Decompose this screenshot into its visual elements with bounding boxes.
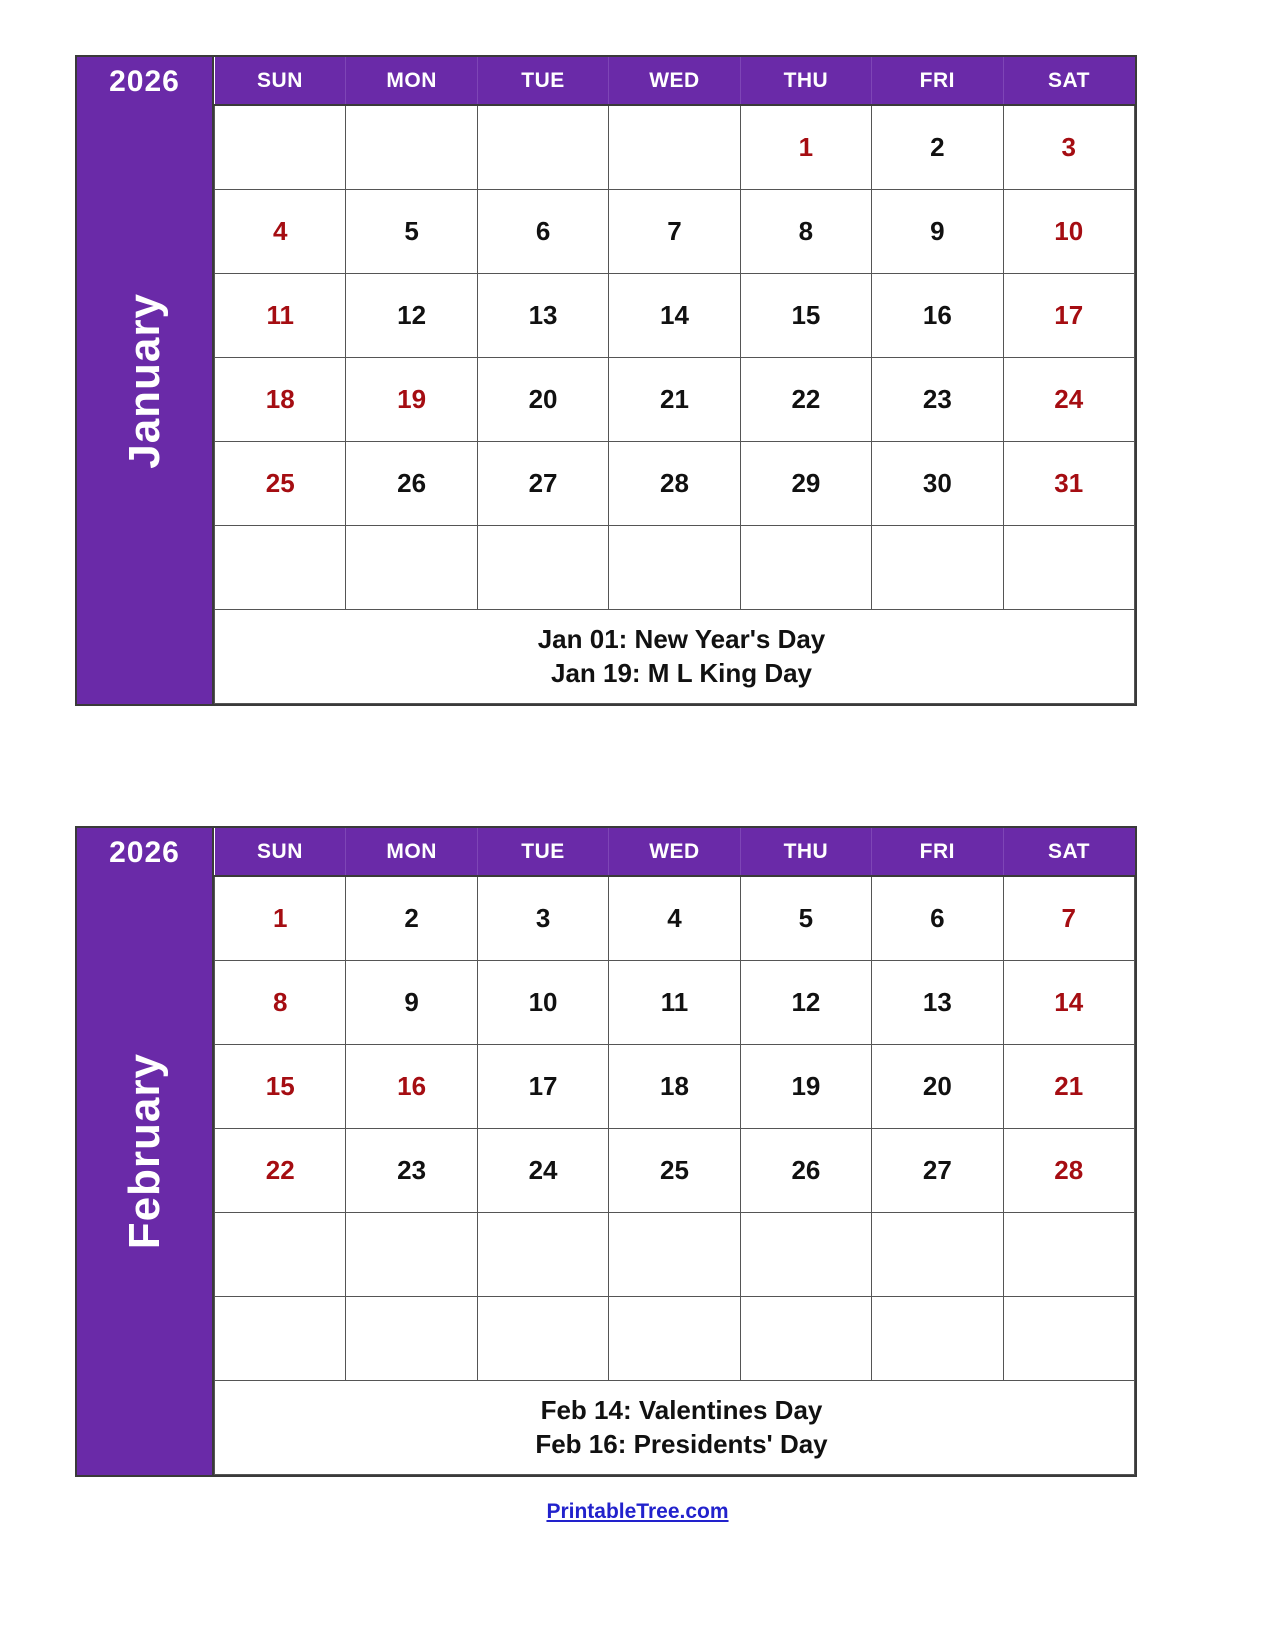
- month-block-january: [75, 55, 1137, 706]
- weekday-header-fri: FRI: [872, 57, 1003, 105]
- day-cell: 27: [872, 1129, 1003, 1213]
- day-cell: 19: [346, 358, 477, 442]
- weekday-header-thu: THU: [740, 57, 871, 105]
- holiday-note: Feb 16: Presidents' Day: [535, 1428, 828, 1459]
- weekday-header-thu: THU: [740, 828, 871, 876]
- weekday-header-mon: MON: [346, 828, 477, 876]
- weekday-header-sat: SAT: [1003, 57, 1134, 105]
- day-cell: 24: [477, 1129, 608, 1213]
- day-cell: 20: [477, 358, 608, 442]
- day-cell: [609, 526, 740, 610]
- day-cell: 15: [215, 1045, 346, 1129]
- week-row: [215, 190, 1135, 274]
- week-row: [215, 358, 1135, 442]
- day-cell: 9: [872, 190, 1003, 274]
- day-cell: 28: [1003, 1129, 1134, 1213]
- day-cell: 2: [872, 105, 1003, 190]
- day-cell: 28: [609, 442, 740, 526]
- week-row: [215, 105, 1135, 190]
- notes-row: [215, 610, 1135, 704]
- day-cell: [215, 1213, 346, 1297]
- day-cell: [215, 105, 346, 190]
- printabletree-link[interactable]: PrintableTree.com: [546, 1500, 729, 1523]
- day-cell: 2: [346, 876, 477, 961]
- day-cell: 21: [609, 358, 740, 442]
- weekday-header-row: [215, 57, 1135, 105]
- day-cell: [1003, 1213, 1134, 1297]
- day-cell: 14: [1003, 961, 1134, 1045]
- day-cell: [215, 1297, 346, 1381]
- day-cell: 19: [740, 1045, 871, 1129]
- day-cell: 11: [215, 274, 346, 358]
- day-cell: [740, 1213, 871, 1297]
- day-cell: [346, 105, 477, 190]
- day-cell: 25: [215, 442, 346, 526]
- year-label-january: 2026: [109, 65, 180, 98]
- day-cell: 8: [740, 190, 871, 274]
- month-spine-february: [77, 828, 212, 1475]
- weekday-header-wed: WED: [609, 828, 740, 876]
- day-cell: 3: [1003, 105, 1134, 190]
- day-cell: [740, 1297, 871, 1381]
- holiday-note: Jan 19: M L King Day: [550, 657, 813, 688]
- day-cell: 12: [740, 961, 871, 1045]
- week-row: [215, 526, 1135, 610]
- month-name-label-january: January: [119, 292, 169, 469]
- day-cell: [609, 1297, 740, 1381]
- calendar-grid-january: [212, 57, 1135, 704]
- weekday-header-tue: TUE: [477, 57, 608, 105]
- calendar-grid-february: [212, 828, 1135, 1475]
- week-row: [215, 1213, 1135, 1297]
- notes-row: [215, 1381, 1135, 1475]
- holiday-notes-february: [215, 1381, 1135, 1475]
- day-cell: [609, 1213, 740, 1297]
- day-cell: 18: [215, 358, 346, 442]
- day-cell: 12: [346, 274, 477, 358]
- day-cell: 7: [1003, 876, 1134, 961]
- day-cell: 14: [609, 274, 740, 358]
- week-row: [215, 1297, 1135, 1381]
- weekday-header-sat: SAT: [1003, 828, 1134, 876]
- day-cell: 23: [872, 358, 1003, 442]
- month-spine-january: [77, 57, 212, 704]
- day-cell: [1003, 1297, 1134, 1381]
- day-cell: 22: [215, 1129, 346, 1213]
- holiday-note: Feb 14: Valentines Day: [540, 1394, 823, 1425]
- weekday-header-row: [215, 828, 1135, 876]
- calendar-table-february: [214, 828, 1135, 1475]
- day-cell: [477, 105, 608, 190]
- day-cell: 13: [872, 961, 1003, 1045]
- day-cell: 7: [609, 190, 740, 274]
- day-cell: 20: [872, 1045, 1003, 1129]
- day-cell: [872, 1297, 1003, 1381]
- day-cell: 1: [740, 105, 871, 190]
- day-cell: 1: [215, 876, 346, 961]
- day-cell: [740, 526, 871, 610]
- day-cell: 3: [477, 876, 608, 961]
- day-cell: [346, 1297, 477, 1381]
- day-cell: 11: [609, 961, 740, 1045]
- day-cell: 26: [740, 1129, 871, 1213]
- day-cell: [609, 105, 740, 190]
- day-cell: [346, 1213, 477, 1297]
- day-cell: 10: [477, 961, 608, 1045]
- day-cell: 10: [1003, 190, 1134, 274]
- day-cell: 24: [1003, 358, 1134, 442]
- day-cell: [872, 526, 1003, 610]
- day-cell: 17: [1003, 274, 1134, 358]
- week-row: [215, 876, 1135, 961]
- calendar-table-january: [214, 57, 1135, 704]
- year-label-february: 2026: [109, 836, 180, 869]
- day-cell: 16: [346, 1045, 477, 1129]
- day-cell: 6: [477, 190, 608, 274]
- week-row: [215, 442, 1135, 526]
- holiday-notes-january: [215, 610, 1135, 704]
- day-cell: [477, 1213, 608, 1297]
- day-cell: 8: [215, 961, 346, 1045]
- weekday-header-wed: WED: [609, 57, 740, 105]
- weekday-header-sun: SUN: [215, 57, 346, 105]
- day-cell: 18: [609, 1045, 740, 1129]
- day-cell: 31: [1003, 442, 1134, 526]
- month-name-label-february: February: [119, 1053, 169, 1250]
- day-cell: 23: [346, 1129, 477, 1213]
- day-cell: 16: [872, 274, 1003, 358]
- day-cell: [346, 526, 477, 610]
- day-cell: [477, 526, 608, 610]
- day-cell: 13: [477, 274, 608, 358]
- day-cell: 6: [872, 876, 1003, 961]
- day-cell: 9: [346, 961, 477, 1045]
- day-cell: 5: [346, 190, 477, 274]
- month-block-february: [75, 826, 1137, 1477]
- day-cell: [215, 526, 346, 610]
- weekday-header-sun: SUN: [215, 828, 346, 876]
- weekday-header-mon: MON: [346, 57, 477, 105]
- weekday-header-fri: FRI: [872, 828, 1003, 876]
- day-cell: 25: [609, 1129, 740, 1213]
- day-cell: 21: [1003, 1045, 1134, 1129]
- day-cell: 17: [477, 1045, 608, 1129]
- day-cell: [872, 1213, 1003, 1297]
- day-cell: 26: [346, 442, 477, 526]
- holiday-note: Jan 01: New Year's Day: [537, 623, 826, 654]
- day-cell: 4: [609, 876, 740, 961]
- day-cell: 15: [740, 274, 871, 358]
- week-row: [215, 1129, 1135, 1213]
- day-cell: 5: [740, 876, 871, 961]
- day-cell: 29: [740, 442, 871, 526]
- week-row: [215, 274, 1135, 358]
- week-row: [215, 961, 1135, 1045]
- weekday-header-tue: TUE: [477, 828, 608, 876]
- day-cell: [1003, 526, 1134, 610]
- week-row: [215, 1045, 1135, 1129]
- day-cell: 27: [477, 442, 608, 526]
- day-cell: 30: [872, 442, 1003, 526]
- day-cell: 4: [215, 190, 346, 274]
- day-cell: [477, 1297, 608, 1381]
- day-cell: 22: [740, 358, 871, 442]
- footer: [0, 1500, 1275, 1524]
